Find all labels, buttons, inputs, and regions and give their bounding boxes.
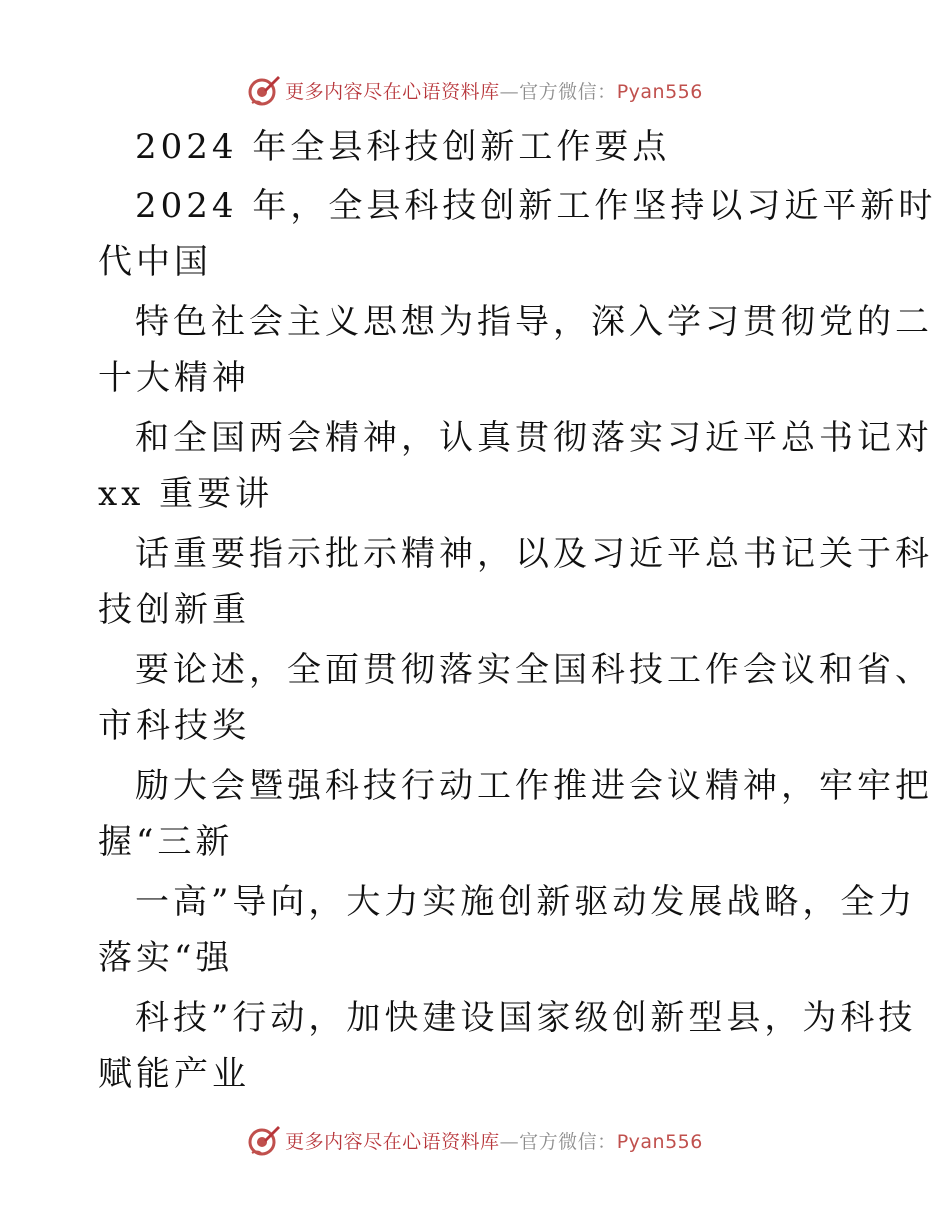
paragraph-line: 市科技奖 [98, 706, 250, 746]
paragraph-line: 和全国两会精神，认真贯彻落实习近平总书记对 [135, 418, 933, 458]
banner-wechat-id: Pyan556 [616, 80, 703, 103]
paragraph-line: 科技”行动，加快建设国家级创新型县，为科技 [135, 998, 917, 1038]
paragraph-line: 落实“强 [98, 938, 234, 978]
banner-wechat-id: Pyan556 [616, 1130, 703, 1153]
paragraph-line: 特色社会主义思想为指导，深入学习贯彻党的二 [135, 302, 933, 342]
paragraph-line: 要论述，全面贯彻落实全国科技工作会议和省、 [135, 650, 933, 690]
document-title: 2024 年全县科技创新工作要点 [135, 127, 671, 167]
pen-logo-icon [247, 1123, 281, 1157]
footer-banner [0, 1120, 950, 1160]
paragraph-line: 技创新重 [98, 590, 250, 630]
banner-dash: — [499, 1130, 520, 1153]
banner-label: 官方微信： [519, 1130, 617, 1153]
paragraph-line: 十大精神 [98, 358, 250, 398]
banner-brand: 更多内容尽在心语资料库 [285, 1130, 500, 1153]
pen-logo-icon [247, 73, 281, 107]
paragraph-line: 话重要指示批示精神，以及习近平总书记关于科 [135, 534, 933, 574]
paragraph-line: xx 重要讲 [98, 474, 274, 514]
header-banner [0, 70, 950, 110]
paragraph-line: 握“三新 [98, 822, 234, 862]
banner-text [285, 1127, 703, 1154]
banner-dash: — [499, 80, 520, 103]
banner-brand: 更多内容尽在心语资料库 [285, 80, 500, 103]
paragraph-line: 励大会暨强科技行动工作推进会议精神，牢牢把 [135, 766, 933, 806]
banner-label: 官方微信： [519, 80, 617, 103]
paragraph-line: 代中国 [98, 242, 212, 282]
paragraph-line: 赋能产业 [98, 1054, 250, 1094]
paragraph-line: 2024 年，全县科技创新工作坚持以习近平新时 [135, 186, 937, 226]
paragraph-line: 一高”导向，大力实施创新驱动发展战略，全力 [135, 882, 917, 922]
banner-text [285, 77, 703, 104]
